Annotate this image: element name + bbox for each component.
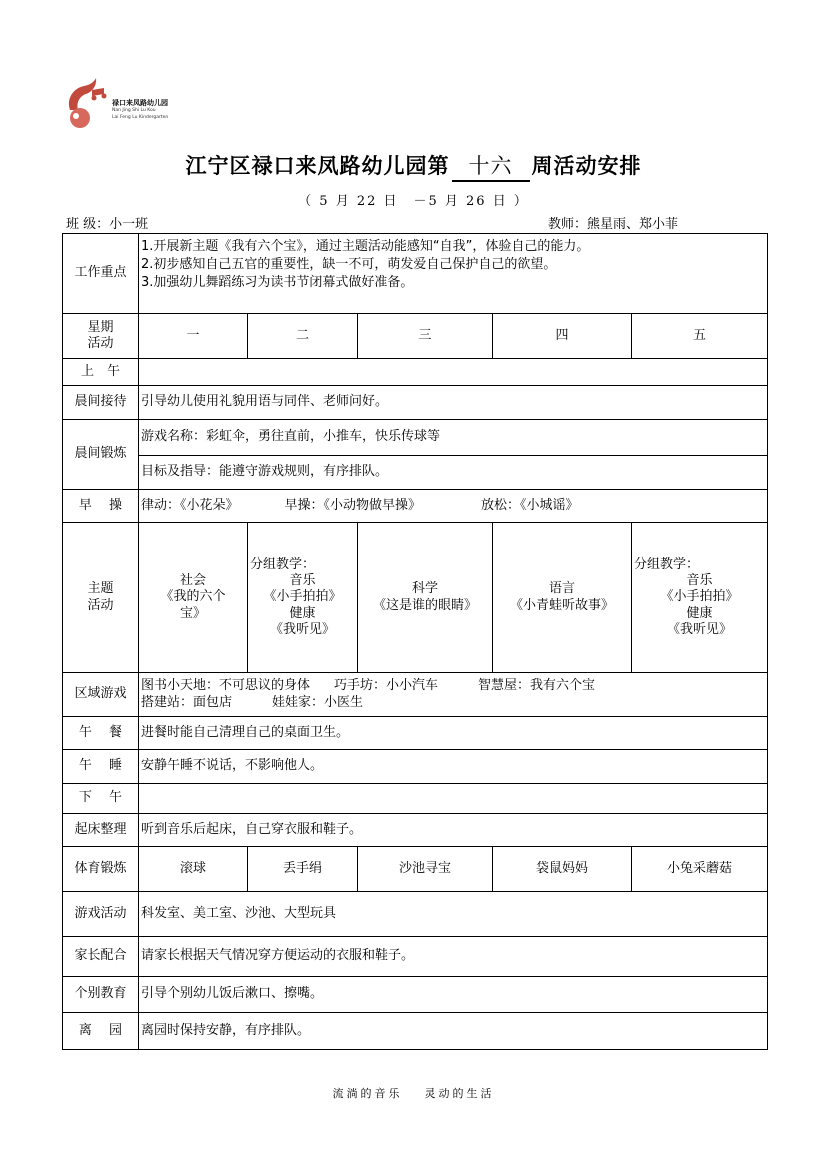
- reception-text: 引导幼儿使用礼貌用语与同伴、老师问好。: [139, 386, 768, 420]
- theme-mon: [139, 523, 248, 673]
- individual-label: 个别教育: [63, 977, 139, 1013]
- exercise-row-2: [63, 456, 768, 490]
- theme-wed: [358, 523, 493, 673]
- theme-line: 《我听见》: [667, 621, 733, 637]
- theme-line: 《我的六个: [160, 589, 226, 605]
- drill-row: [63, 490, 768, 523]
- weekday-header-label: [63, 314, 139, 359]
- area-label: 区域游戏: [63, 673, 139, 717]
- pe-fri: 小兔采蘑菇: [632, 847, 768, 892]
- afternoon-label: 下 午: [63, 784, 139, 814]
- pe-tue: 丢手绢: [248, 847, 358, 892]
- theme-label-2: 活动: [87, 597, 114, 613]
- morning-row: [63, 359, 768, 386]
- nap-row: [63, 750, 768, 784]
- week-number: 十六: [452, 150, 530, 182]
- focus-item: 3.加强幼儿舞蹈练习为读书节闭幕式做好准备。: [141, 275, 414, 291]
- game-label: 游戏活动: [63, 892, 139, 937]
- weekday-header-row: [63, 314, 768, 359]
- theme-line: 语言: [548, 581, 575, 597]
- page-title: [0, 150, 827, 182]
- title-suffix: 周活动安排: [531, 153, 642, 178]
- weekday-header-bottom: 活动: [87, 336, 114, 351]
- lunch-row: [63, 717, 768, 750]
- reception-label: 晨间接待: [63, 386, 139, 420]
- weekday-header-top: 星期: [87, 319, 114, 335]
- drill-relax: 放松：《小城谣》: [481, 497, 579, 513]
- theme-line: 宝》: [179, 605, 206, 621]
- theme-line: 《小青蛙听故事》: [509, 597, 614, 613]
- parent-text: 请家长根据天气情况穿方便运动的衣服和鞋子。: [139, 937, 768, 977]
- wake-text: 听到音乐后起床，自己穿衣服和鞋子。: [139, 814, 768, 847]
- area-cell: [139, 673, 768, 717]
- kindergarten-logo: [64, 76, 204, 132]
- leave-label: 离 园: [63, 1013, 139, 1050]
- individual-text: 引导个别幼儿饭后漱口、擦嘴。: [139, 977, 768, 1013]
- nap-label: 午 睡: [63, 750, 139, 784]
- area-line-1: [141, 678, 765, 694]
- reception-row: [63, 386, 768, 420]
- weekday-wed: 三: [358, 314, 493, 359]
- leave-text: 离园时保持安静，有序排队。: [139, 1013, 768, 1050]
- theme-line: 《我听见》: [269, 621, 335, 637]
- weekday-fri: 五: [632, 314, 768, 359]
- logo-name-cn: 禄口来凤路幼儿园: [112, 99, 168, 107]
- lunch-text: 进餐时能自己清理自己的桌面卫生。: [139, 717, 768, 750]
- exercise-row-1: [63, 420, 768, 456]
- area-books: 图书小天地：不可思议的身体: [141, 678, 311, 694]
- theme-line: 健康: [289, 605, 316, 621]
- pe-wed: 沙池寻宝: [358, 847, 493, 892]
- theme-line: 分组教学：: [634, 556, 700, 572]
- parent-label: 家长配合: [63, 937, 139, 977]
- exercise-label: 晨间锻炼: [63, 420, 139, 490]
- title-prefix: 江宁区禄口来凤路幼儿园第: [185, 153, 450, 178]
- lunch-label: 午 餐: [63, 717, 139, 750]
- theme-line: 分组教学：: [250, 556, 316, 572]
- date-range: （ 5 月 22 日 －5 月 26 日 ）: [298, 194, 529, 209]
- logo-name-en-2: Lai Feng Lu Kindergarten: [112, 114, 169, 120]
- area-craft: 巧手坊：小小汽车: [334, 678, 439, 694]
- leave-row: [63, 1013, 768, 1050]
- logo-name-en-1: Nan Jing Shi Lu Kou: [112, 108, 156, 113]
- theme-label: [63, 523, 139, 673]
- area-row: [63, 673, 768, 717]
- footer-right: 灵动的生活: [424, 1087, 495, 1100]
- game-row: [63, 892, 768, 937]
- drill-label: 早 操: [63, 490, 139, 523]
- teacher-label: 教师：熊星雨、郑小菲: [548, 217, 679, 232]
- exercise-goal: 目标及指导：能遵守游戏规则，有序排队。: [139, 456, 768, 490]
- area-line-2: [141, 695, 765, 711]
- nap-text: 安静午睡不说话，不影响他人。: [139, 750, 768, 784]
- drill-rhythm: 律动：《小花朵》: [141, 497, 239, 513]
- afternoon-cell: [139, 784, 768, 814]
- weekday-thu: 四: [493, 314, 632, 359]
- exercise-games: 游戏名称：彩虹伞，勇往直前，小推车，快乐传球等: [139, 420, 768, 456]
- area-wisdom: 智慧屋：我有六个宝: [478, 678, 596, 694]
- focus-label: 工作重点: [63, 234, 139, 314]
- focus-cell: [139, 234, 768, 314]
- theme-line: 《这是谁的眼睛》: [372, 597, 477, 613]
- theme-thu: [493, 523, 632, 673]
- pe-mon: 滚球: [139, 847, 248, 892]
- individual-row: [63, 977, 768, 1013]
- afternoon-row: [63, 784, 768, 814]
- drill-exercise: 早操：《小动物做早操》: [284, 497, 422, 513]
- theme-fri: [632, 523, 768, 673]
- morning-label: 上 午: [63, 359, 139, 386]
- music-note-logo-icon: [64, 76, 108, 130]
- theme-line: 社会: [179, 573, 206, 589]
- theme-line: 健康: [686, 605, 713, 621]
- theme-line: 《小手拍拍》: [660, 589, 739, 605]
- focus-row: [63, 234, 768, 314]
- theme-label-1: 主题: [87, 581, 114, 597]
- class-label: 班 级：小一班: [66, 217, 149, 232]
- theme-line: 音乐: [686, 573, 713, 589]
- theme-line: 《小手拍拍》: [263, 589, 342, 605]
- area-build: 搭建站：面包店: [141, 694, 233, 710]
- weekly-schedule-table: [62, 233, 768, 1050]
- wake-label: 起床整理: [63, 814, 139, 847]
- weekday-mon: 一: [139, 314, 248, 359]
- pe-row: [63, 847, 768, 892]
- theme-line: 音乐: [289, 573, 316, 589]
- area-doll: 娃娃家：小医生: [272, 694, 364, 710]
- parent-row: [63, 937, 768, 977]
- weekday-tue: 二: [248, 314, 358, 359]
- pe-thu: 袋鼠妈妈: [493, 847, 632, 892]
- theme-line: 科学: [411, 581, 438, 597]
- morning-cell: [139, 359, 768, 386]
- focus-item: 2.初步感知自己五官的重要性，缺一不可，萌发爱自己保护自己的欲望。: [141, 257, 557, 273]
- drill-cell: [139, 490, 768, 523]
- wake-row: [63, 814, 768, 847]
- pe-label: 体育锻炼: [63, 847, 139, 892]
- focus-item: 1.开展新主题《我有六个宝》，通过主题活动能感知“自我”，体验自己的能力。: [141, 239, 590, 254]
- page-footer: [0, 1085, 827, 1101]
- theme-tue: [248, 523, 358, 673]
- game-text: 科发室、美工室、沙池、大型玩具: [139, 892, 768, 937]
- theme-row: [63, 523, 768, 673]
- footer-left: 流淌的音乐: [332, 1087, 403, 1100]
